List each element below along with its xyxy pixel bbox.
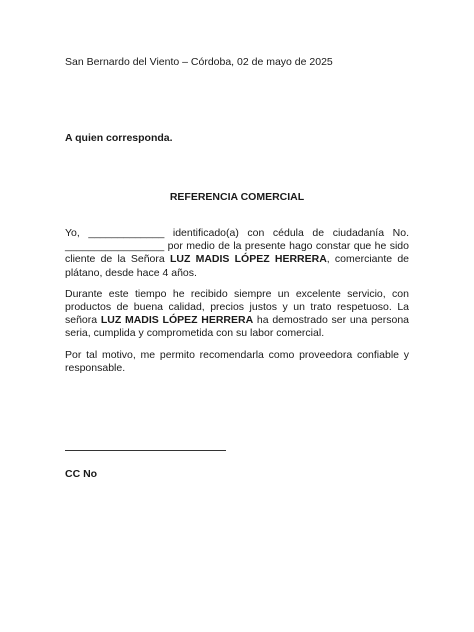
referenced-person-name: LUZ MADIS LÓPEZ HERRERA bbox=[169, 253, 327, 266]
referenced-person-name-2: LUZ MADIS LÓPEZ HERRERA bbox=[100, 314, 254, 327]
letter-body bbox=[65, 227, 409, 383]
salutation: A quien corresponda. bbox=[65, 132, 173, 144]
id-label: CC No bbox=[65, 468, 98, 480]
p2-text-1: Durante este tiempo he recibido siempre un excelente servicio, con productos de buena calidad, precios justos y un trato respetuoso. La señora bbox=[65, 287, 409, 327]
p1-text-3: por medio de la presente hago constar que he sido cliente de la Señora bbox=[65, 240, 409, 266]
p1-text-4: , comerciante de plátano, desde hace 4 años. bbox=[65, 253, 410, 279]
place-and-date: San Bernardo del Viento – Córdoba, 02 de mayo de 2025 bbox=[65, 56, 333, 68]
paragraph-1 bbox=[65, 227, 409, 280]
p1-text-1: Yo, bbox=[65, 227, 89, 239]
id-number-blank: _________________ bbox=[65, 240, 165, 253]
signature-line bbox=[65, 450, 226, 451]
paragraph-3: Por tal motivo, me permito recomendarla como proveedora confiable y responsable. bbox=[65, 348, 409, 374]
document-title: REFERENCIA COMERCIAL bbox=[169, 191, 305, 203]
p2-text-2: ha demostrado ser una persona seria, cumplida y comprometida con su labor comercial. bbox=[65, 314, 410, 340]
name-blank: _____________ bbox=[88, 227, 165, 239]
paragraph-2 bbox=[65, 288, 409, 341]
p1-text-2: identificado(a) con cédula de ciudadanía No. bbox=[164, 227, 409, 239]
